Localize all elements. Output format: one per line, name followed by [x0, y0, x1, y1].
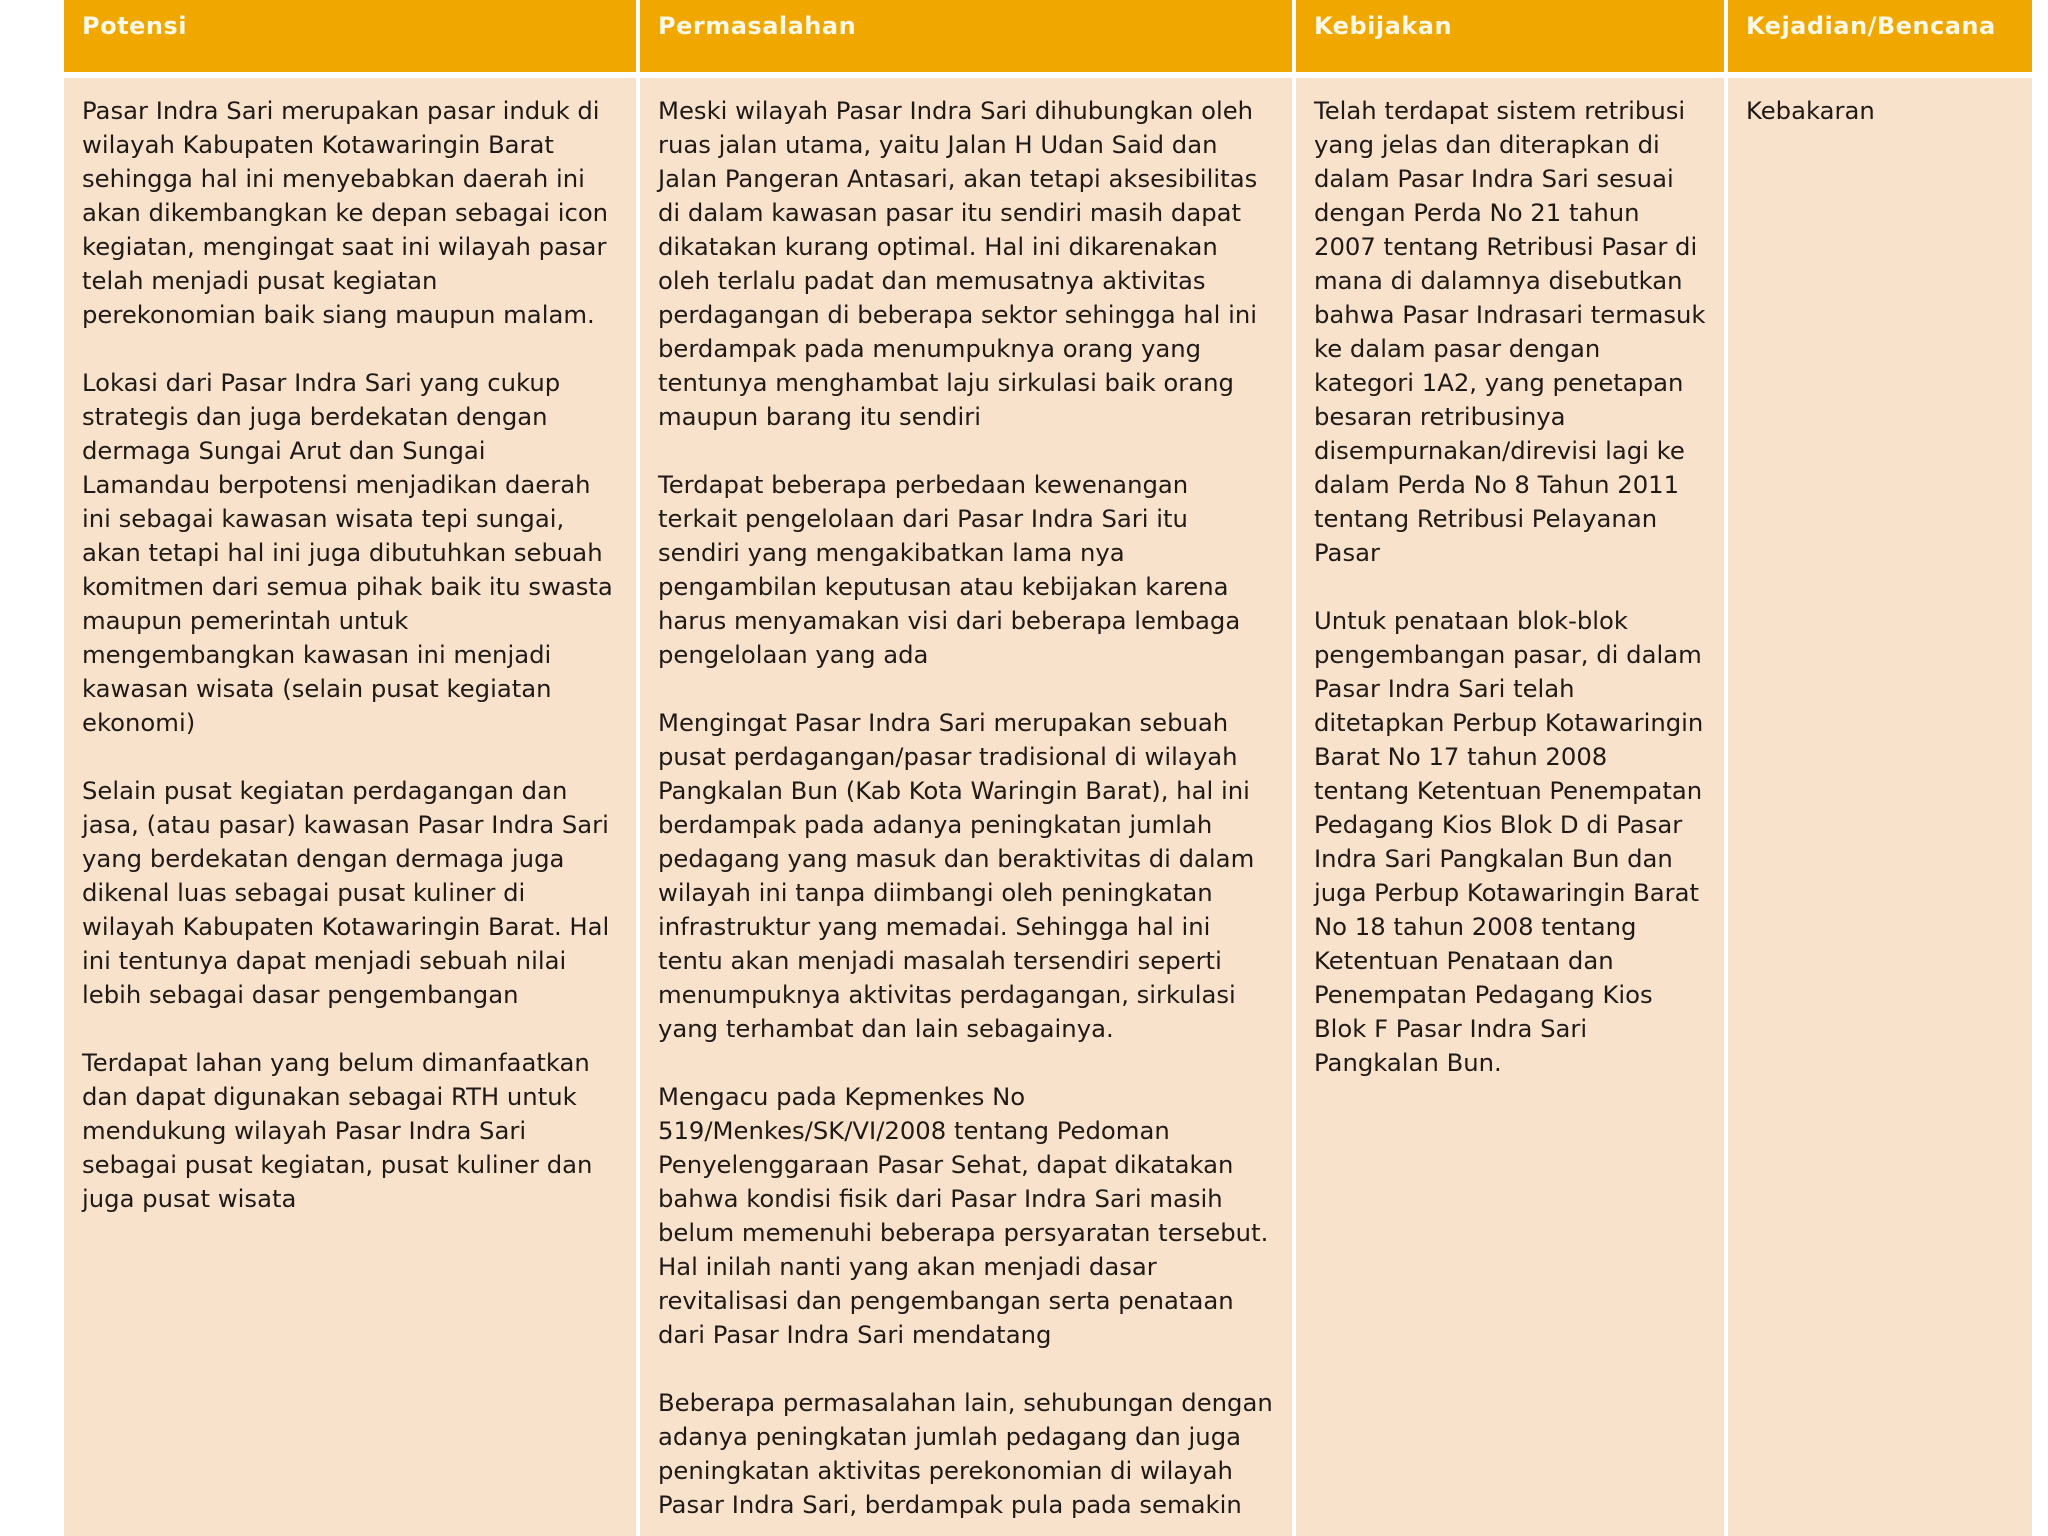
permasalahan-paragraph: Terdapat beberapa perbedaan kewenangan terkait pengelolaan dari Pasar Indra Sari itu sendiri yang mengakibatkan lama nya pengambilan keputusan atau kebijakan karena harus menyamakan visi dari beberapa lembaga pengelolaan yang ada — [658, 470, 1241, 669]
potensi-paragraph: Selain pusat kegiatan perdagangan dan jasa, (atau pasar) kawasan Pasar Indra Sari yang berdekatan dengan dermaga juga dikenal luas sebagai pusat kuliner di wilayah Kabupaten Kotawaringin Barat. Hal ini tentunya dapat menjadi sebuah nilai lebih sebagai dasar pengembangan — [82, 776, 610, 1009]
permasalahan-paragraph: Mengingat Pasar Indra Sari merupakan sebuah pusat perdagangan/pasar tradisional di wilayah Pangkalan Bun (Kab Kota Waringin Barat), hal ini berdampak pada adanya peningkatan jumlah pedagang yang masuk dan beraktivitas di dalam wilayah ini tanpa diimbangi oleh peningkatan infrastruktur yang memadai. Sehingga hal ini tentu akan menjadi masalah tersendiri seperti menumpuknya aktivitas perdagangan, sirkulasi yang terhambat dan lain sebagainya. — [658, 708, 1255, 1043]
cell-potensi — [64, 78, 636, 1536]
header-kebijakan: Kebijakan — [1296, 0, 1724, 78]
cell-permasalahan — [640, 78, 1292, 1536]
cell-kebijakan — [1296, 78, 1724, 1536]
kebijakan-paragraph: Untuk penataan blok-blok pengembangan pasar, di dalam Pasar Indra Sari telah ditetapkan Perbup Kotawaringin Barat No 17 tahun 2008 tentang Ketentuan Penempatan Pedagang Kios Blok D di Pasar Indra Sari Pangkalan Bun dan juga Perbup Kotawaringin Barat No 18 tahun 2008 tentang Ketentuan Penataan dan Penempatan Pedagang Kios Blok F Pasar Indra Sari Pangkalan Bun. — [1314, 606, 1704, 1077]
cell-kejadian-bencana — [1728, 78, 2032, 1536]
potensi-paragraph: Pasar Indra Sari merupakan pasar induk di wilayah Kabupaten Kotawaringin Barat sehingga hal ini menyebabkan daerah ini akan dikembangkan ke depan sebagai icon kegiatan, mengingat saat ini wilayah pasar telah menjadi pusat kegiatan perekonomian baik siang maupun malam. — [82, 96, 609, 329]
permasalahan-paragraph: Meski wilayah Pasar Indra Sari dihubungkan oleh ruas jalan utama, yaitu Jalan H Udan Said dan Jalan Pangeran Antasari, akan tetapi aksesibilitas di dalam kawasan pasar itu sendiri masih dapat dikatakan kurang optimal. Hal ini dikarenakan oleh terlalu padat dan memusatnya aktivitas perdagangan di beberapa sektor sehingga hal ini berdampak pada menumpuknya orang yang tentunya menghambat laju sirkulasi baik orang maupun barang itu sendiri — [658, 96, 1258, 431]
slide — [64, 0, 2032, 1536]
kejadian-paragraph: Kebakaran — [1746, 96, 1875, 125]
header-kejadian-bencana: Kejadian/Bencana — [1728, 0, 2032, 78]
permasalahan-paragraph: Mengacu pada Kepmenkes No 519/Menkes/SK/VI/2008 tentang Pedoman Penyelenggaraan Pasar Sehat, dapat dikatakan bahwa kondisi fisik dari Pasar Indra Sari masih belum memenuhi beberapa persyaratan tersebut. Hal inilah nanti yang akan menjadi dasar revitalisasi dan pengembangan serta penataan dari Pasar Indra Sari mendatang — [658, 1082, 1269, 1349]
analysis-table — [64, 0, 2032, 1536]
header-permasalahan: Permasalahan — [640, 0, 1292, 78]
body-row — [64, 78, 2032, 1536]
potensi-paragraph: Lokasi dari Pasar Indra Sari yang cukup strategis dan juga berdekatan dengan dermaga Sungai Arut dan Sungai Lamandau berpotensi menjadikan daerah ini sebagai kawasan wisata tepi sungai, akan tetapi hal ini juga dibutuhkan sebuah komitmen dari semua pihak baik itu swasta maupun pemerintah untuk mengembangkan kawasan ini menjadi kawasan wisata (selain pusat kegiatan ekonomi) — [82, 368, 613, 737]
header-row — [64, 0, 2032, 78]
header-potensi: Potensi — [64, 0, 636, 78]
kebijakan-paragraph: Telah terdapat sistem retribusi yang jelas dan diterapkan di dalam Pasar Indra Sari sesuai dengan Perda No 21 tahun 2007 tentang Retribusi Pasar di mana di dalamnya disebutkan bahwa Pasar Indrasari termasuk ke dalam pasar dengan kategori 1A2, yang penetapan besaran retribusinya disempurnakan/direvisi lagi ke dalam Perda No 8 Tahun 2011 tentang Retribusi Pelayanan Pasar — [1314, 96, 1706, 567]
permasalahan-paragraph: Beberapa permasalahan lain, sehubungan dengan adanya peningkatan jumlah pedagang dan juga peningkatan aktivitas perekonomian di wilayah Pasar Indra Sari, berdampak pula pada semakin — [658, 1388, 1273, 1519]
potensi-paragraph: Terdapat lahan yang belum dimanfaatkan dan dapat digunakan sebagai RTH untuk mendukung wilayah Pasar Indra Sari sebagai pusat kegiatan, pusat kuliner dan juga pusat wisata — [82, 1048, 593, 1213]
